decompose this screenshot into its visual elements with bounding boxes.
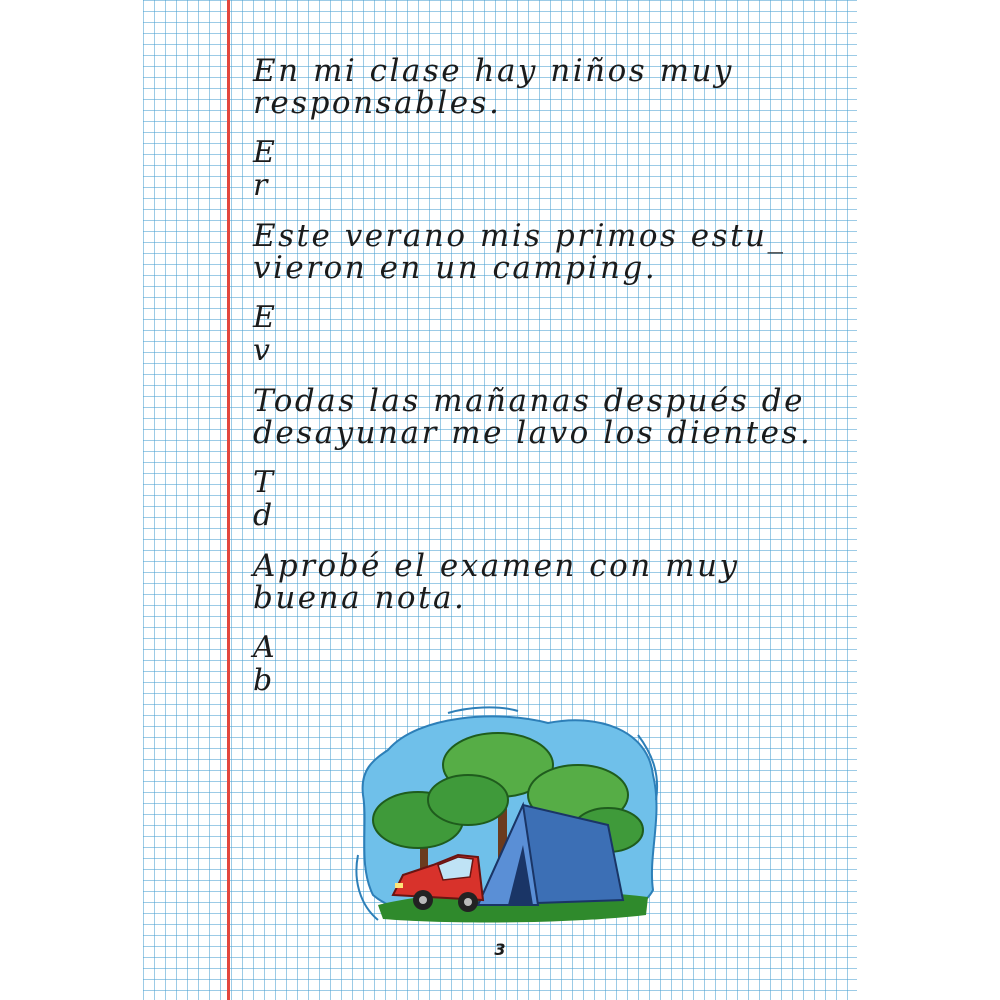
exercise-3-line-2: desayunar me lavo los dientes.: [253, 415, 813, 451]
camping-tent-car-icon: [348, 705, 668, 935]
exercise-1-line-1: En mi clase hay niños muy: [253, 53, 734, 89]
exercise-1-line-2: responsables.: [253, 85, 502, 121]
exercise-4-line-2: buena nota.: [253, 580, 467, 616]
page-number: 3: [494, 940, 506, 959]
exercise-2-line-2: vieron en un camping.: [253, 250, 658, 286]
exercise-2-letter-1: E: [253, 300, 275, 335]
exercise-1-letter-2: r: [253, 168, 268, 203]
exercise-3-letter-1: T: [253, 465, 274, 500]
notebook-page: [143, 0, 857, 1000]
exercise-3-line-1: Todas las mañanas después de: [253, 383, 805, 419]
exercise-2-line-1: Este verano mis primos estu_: [253, 218, 786, 254]
exercise-4-line-1: Aprobé el examen con muy: [253, 548, 740, 584]
exercise-1-letter-1: E: [253, 135, 275, 170]
exercise-4-letter-1: A: [253, 630, 275, 665]
exercise-4-letter-2: b: [253, 663, 273, 698]
exercise-2-letter-2: v: [253, 333, 270, 368]
exercise-3-letter-2: d: [253, 498, 273, 533]
margin-line: [227, 0, 230, 1000]
